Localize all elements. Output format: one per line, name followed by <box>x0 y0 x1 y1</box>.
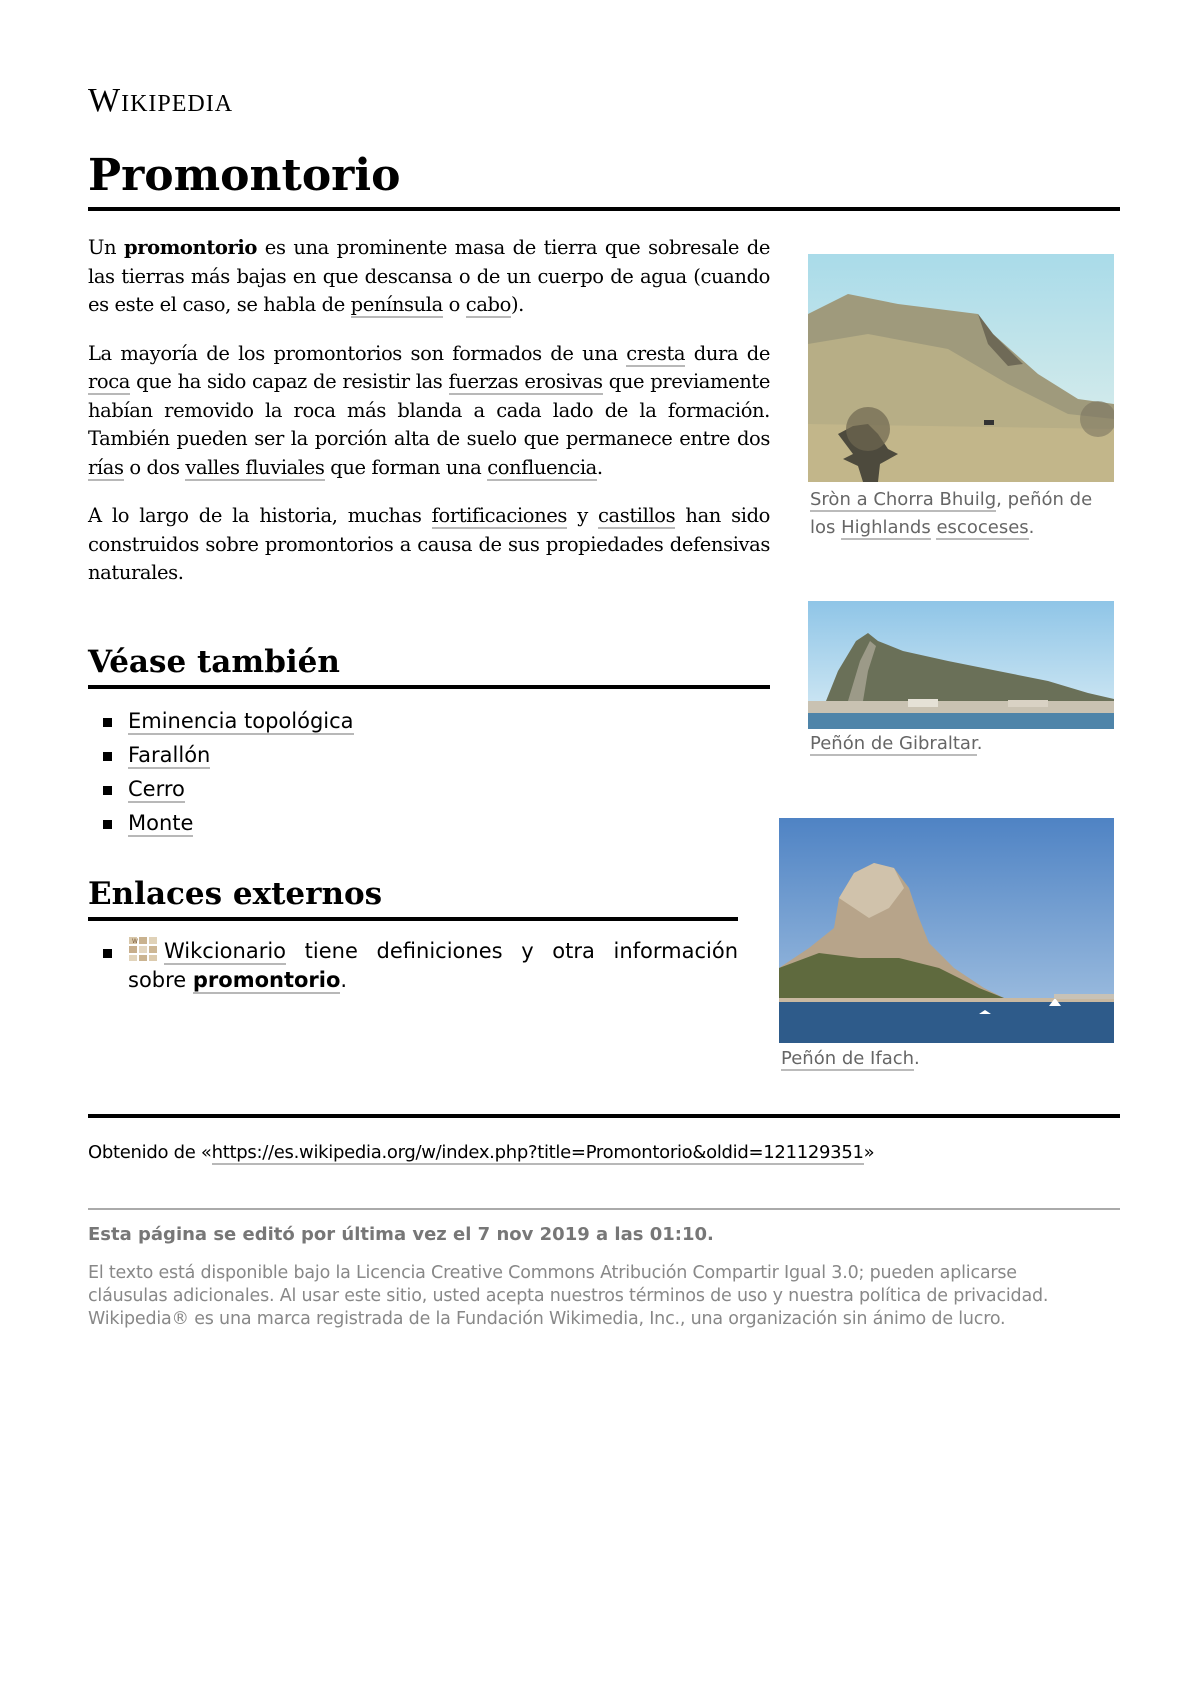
title-divider <box>88 207 1120 211</box>
license-line: El texto está disponible bajo la Licencia Creative Commons Atribución Compartir Igual 3.0; pueden aplicarse <box>88 1263 1017 1283</box>
link-promontorio-wiktionary[interactable]: promontorio <box>192 968 341 992</box>
svg-text:W: W <box>132 938 138 945</box>
footer-divider <box>88 1114 1120 1118</box>
link-escoceses[interactable]: escoceses <box>936 517 1029 538</box>
wiktionary-icon <box>128 936 158 962</box>
link-sron-a-chorra-bhuilg[interactable]: Sròn a Chorra Bhuilg <box>810 489 997 510</box>
bullet-icon <box>103 820 112 829</box>
external-links-heading: Enlaces externos <box>88 876 383 912</box>
link-highlands[interactable]: Highlands <box>841 517 931 538</box>
formation-paragraph: La mayoría de los promontorios son formados de una cresta dura de roca que ha sido capaz de resistir las fuerzas erosivas que previamente habían removido la roca más blanda a cada lado de la formación. También pueden ser la porción alta de suelo que permanece entre dos rías o dos valles fluviales que forman una confluencia. <box>88 341 770 479</box>
link-valles-fluviales[interactable]: valles fluviales <box>185 455 325 479</box>
link-confluencia[interactable]: confluencia <box>487 455 597 479</box>
list-item <box>88 704 354 738</box>
link-peninsula[interactable]: península <box>350 293 443 316</box>
license-line: cláusulas adicionales. Al usar este sitio, usted acepta nuestros términos de uso y nuestra política de privacidad. <box>88 1286 1049 1306</box>
link-penon-de-gibraltar[interactable]: Peñón de Gibraltar <box>810 733 977 754</box>
link-fortificaciones[interactable]: fortificaciones <box>431 504 568 527</box>
link-farallon[interactable]: Farallón <box>128 743 211 767</box>
license-line: Wikipedia® es una marca registrada de la Fundación Wikimedia, Inc., una organización sin ánimo de lucro. <box>88 1309 1006 1329</box>
link-monte[interactable]: Monte <box>128 811 194 835</box>
license-text <box>88 1262 1128 1331</box>
external-link-item: W Wikcionario tiene definiciones y otra información sobre promontorio. <box>128 938 738 992</box>
list-item <box>88 772 354 806</box>
link-wikcionario[interactable]: Wikcionario <box>164 939 287 963</box>
list-item <box>88 806 354 840</box>
image-penon-de-ifach[interactable] <box>779 818 1114 1043</box>
source-line: Obtenido de «https://es.wikipedia.org/w/index.php?title=Promontorio&oldid=121129351» <box>88 1142 875 1163</box>
bullet-icon <box>103 718 112 727</box>
see-also-heading: Véase también <box>88 644 340 680</box>
history-paragraph: A lo largo de la historia, muchas fortificaciones y castillos han sido construidos sobre promontorios a causa de sus propiedades defensivas naturales. <box>88 504 770 584</box>
last-edited-text: Esta página se editó por última vez el 7 nov 2019 a las 01:10. <box>88 1224 714 1245</box>
link-cresta[interactable]: cresta <box>626 341 686 365</box>
link-cerro[interactable]: Cerro <box>128 777 185 801</box>
wikipedia-wordmark[interactable]: Wikipedia <box>88 82 234 119</box>
footer-info-divider <box>88 1208 1120 1210</box>
link-fuerzas-erosivas[interactable]: fuerzas erosivas <box>448 370 603 393</box>
page-title: Promontorio <box>88 150 401 201</box>
intro-paragraph: Un promontorio es una prominente masa de tierra que sobresale de las tierras más bajas en que descansa o de un cuerpo de agua (cuando es este el caso, se habla de península o cabo). <box>88 236 770 316</box>
bullet-icon <box>103 949 112 958</box>
image-penon-de-gibraltar[interactable] <box>808 601 1114 729</box>
bold-term: promontorio <box>123 236 258 259</box>
see-also-list <box>88 704 354 840</box>
caption-sron: Sròn a Chorra Bhuilg, peñón de los Highlands escoceses. <box>810 489 1093 538</box>
caption-gibraltar: Peñón de Gibraltar. <box>810 733 983 754</box>
link-penon-de-ifach[interactable]: Peñón de Ifach <box>781 1048 915 1069</box>
link-castillos[interactable]: castillos <box>598 504 676 527</box>
bullet-icon <box>103 752 112 761</box>
list-item <box>88 738 354 772</box>
caption-ifach: Peñón de Ifach. <box>781 1048 920 1069</box>
link-cabo[interactable]: cabo <box>465 293 511 316</box>
link-roca[interactable]: roca <box>88 370 131 393</box>
external-links-divider <box>88 917 738 921</box>
source-url-link[interactable]: https://es.wikipedia.org/w/index.php?title=Promontorio&oldid=121129351 <box>211 1142 864 1163</box>
image-sron-a-chorra-bhuilg[interactable] <box>808 254 1114 482</box>
link-rias[interactable]: rías <box>88 455 124 479</box>
see-also-divider <box>88 685 770 689</box>
link-eminencia-topologica[interactable]: Eminencia topológica <box>128 709 354 733</box>
bullet-icon <box>103 786 112 795</box>
article-body <box>88 234 770 608</box>
